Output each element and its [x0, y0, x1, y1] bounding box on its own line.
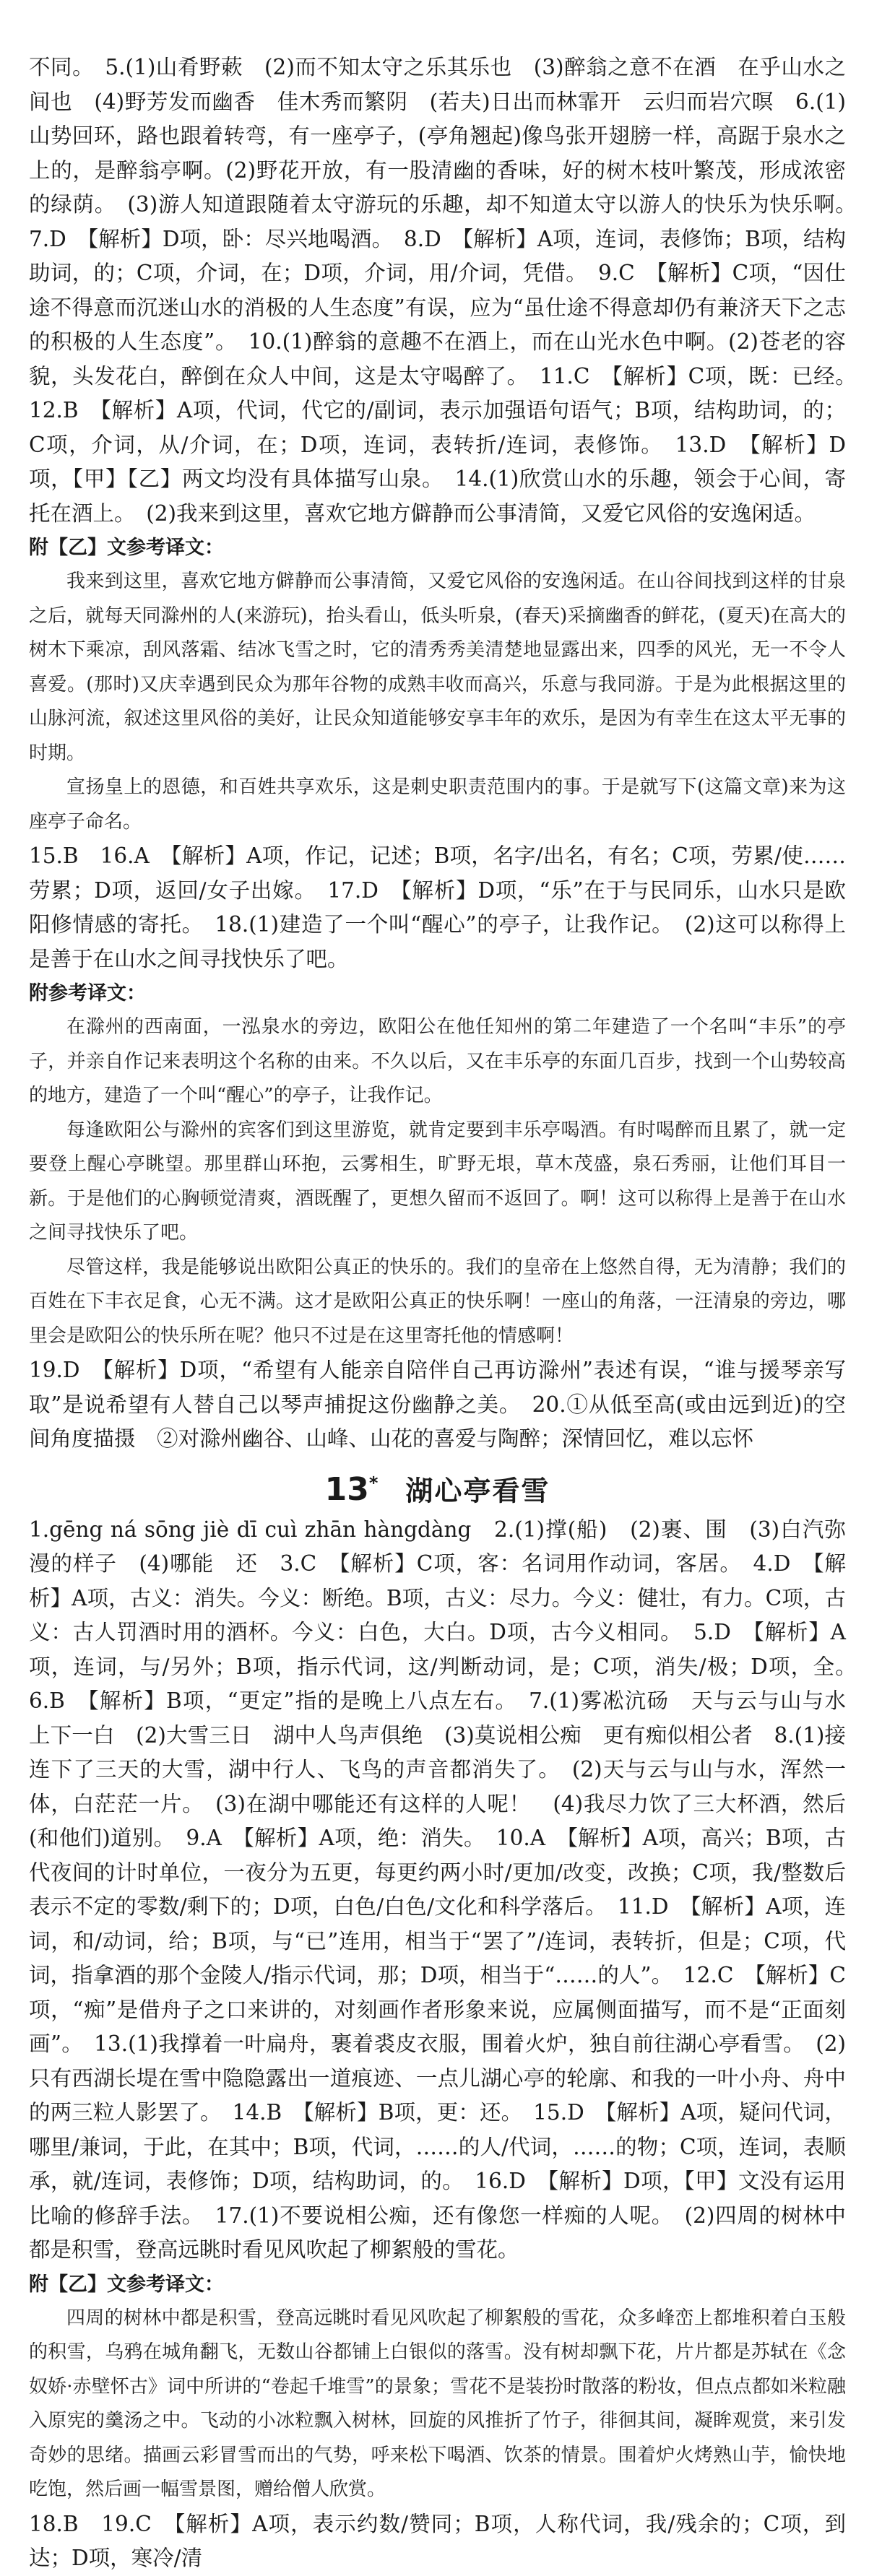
answers-block-q15-18: [29, 839, 846, 976]
answers-q5-14-text: 不同。 5.(1)山肴野蔌 (2)而不知太守之乐其乐也 (3)醉翁之意不在酒 在乎山水之间也 (4)野芳发而幽香 佳木秀而繁阴 (若夫)日出而林霏开 云归而岩穴暝 6.(1)山势回环，路也跟着转弯，有一座亭子，(亭角翘起)像鸟张开翅膀一样，高踞于泉水之上的，是醉翁亭啊。(2)野花开放，有一股清幽的香味，好的树木枝叶繁茂，形成浓密的绿荫。 (3)游人知道跟随着太守游玩的乐趣，却不知道太守以游人的快乐为快乐啊。 7.D 【解析】D项，卧：尽兴地喝酒。 8.D 【解析】A项，连词，表修饰；B项，结构助词，的；C项，介词，在；D项，介词，用/介词，凭借。 9.C 【解析】C项，“因仕途不得意而沉迷山水的消极的人生态度”有误，应为“虽仕途不得意却仍有兼济天下之志的积极的人生态度”。 10.(1)醉翁的意趣不在酒上，而在山光水色中啊。(2)苍老的容貌，头发花白，醉倒在众人中间，这是太守喝醉了。 11.C 【解析】C项，既：已经。 12.B 【解析】A项，代词，代它的/副词，表示加强语句语气；B项，结构助词，的；C项，介词，从/介词，在；D项，连词，表转折/连词，表修饰。 13.D 【解析】D项，【甲】【乙】两文均没有具体描写山泉。 14.(1)欣赏山水的乐趣，领会于心间，寄托在酒上。 (2)我来到这里，喜欢它地方僻静而公事清简，又爱它风俗的安逸闲适。: [29, 55, 868, 526]
section-number: 13*: [324, 1471, 379, 1509]
note-title-translation: 附参考译文：: [29, 982, 146, 1005]
answers-lesson13-text: 1.gēng ná sōng jiè dī cuì zhān hàngdàng 2.(1)撑(船) (2)裹、围 (3)白汽弥漫的样子 (4)哪能 还 3.C 【解析】C项，客：名词用作动词，客居。 4.D 【解析】A项，古义：消失。今义：断绝。B项，古义：尽力。今义：健壮，有力。C项，古义：古人罚酒时用的酒杯。今义：白色，大白。D项，古今义相同。 5.D 【解析】A项，连词，与/另外；B项，指示代词，这/判断动词，是；C项，消失/极；D项，全。 6.B 【解析】B项，“更定”指的是晚上八点左右。 7.(1)雾凇沆砀 天与云与山与水 上下一白 (2)大雪三日 湖中人鸟声俱绝 (3)莫说相公痴 更有痴似相公者 8.(1)接连下了三天的大雪，湖中行人、飞鸟的声音都消失了。 (2)天与云与山与水，浑然一体，白茫茫一片。 (3)在湖中哪能还有这样的人呢！ (4)我尽力饮了三大杯酒，然后(和他们)道别。 9.A 【解析】A项，绝：消失。 10.A 【解析】A项，高兴；B项，古代夜间的计时单位，一夜分为五更，每更约两小时/更加/改变，改换；C项，我/整数后表示不定的零数/剩下的；D项，白色/白色/文化和科学落后。 11.D 【解析】A项，连词，和/动词，给；B项，与“已”连用，相当于“罢了”/连词，表转折，但是；C项，代词，指拿酒的那个金陵人/指示代词，那；D项，相当于“……的人”。 12.C 【解析】C项，“痴”是借舟子之口来讲的，对刻画作者形象来说，应属侧面描写，而不是“正面刻画”。 13.(1)我撑着一叶扁舟，裹着裘皮衣服，围着火炉，独自前往湖心亭看雪。 (2)只有西湖长堤在雪中隐隐露出一道痕迹、一点儿湖心亭的轮廓、和我的一叶小舟、舟中的两三粒人影罢了。 14.B 【解析】B项，更：还。 15.D 【解析】A项，疑问代词，哪里/兼词，于此，在其中；B项，代词，……的人/代词，……的物；C项，连词，表顺承，就/连词，表修饰；D项，结构助词，的。 16.D 【解析】D项，【甲】文没有运用比喻的修辞手法。 17.(1)不要说相公痴，还有像您一样痴的人呢。 (2)四周的树林中都是积雪，登高远眺时看见风吹起了柳絮般的雪花。: [29, 1517, 868, 2262]
answers-q19-20-text: 19.D 【解析】D项，“希望有人能亲自陪伴自己再访滁州”表述有误，“谁与援琴亲写取”是说希望有人替自己以琴声捕捉这份幽静之美。 20.①从低至高(或由远到近)的空间角度描摄 ②对滁州幽谷、山峰、山花的喜爱与陶醉；深情回忆，难以忘怀: [29, 1358, 846, 1451]
answers-q18-19-text: 18.B 19.C 【解析】A项，表示约数/赞同；B项，人称代词，我/残余的；C项，到达；D项，寒冷/清: [29, 2511, 846, 2570]
translation-paragraph: 每逢欧阳公与滁州的宾客们到这里游览，就肯定要到丰乐亭喝酒。有时喝醉而且累了，就一定要登上醒心亭眺望。那里群山环抱，云雾相生，旷野无垠，草木茂盛，泉石秀丽，让他们耳目一新。于是他们的心胸顿觉清爽，酒既醒了，更想久留而不返回了。啊！这可以称得上是善于在山水之间寻找快乐了吧。: [29, 1119, 846, 1244]
section-title: 湖心亭看雪: [405, 1475, 550, 1507]
note-title-yi-translation: 附【乙】文参考译文：: [29, 2273, 224, 2296]
section-star: *: [368, 1473, 379, 1493]
answers-block-q18-19: [29, 2507, 846, 2576]
translation-paragraph: 我来到这里，喜欢它地方僻静而公事清简，又爱它风俗的安逸闲适。在山谷间找到这样的甘泉之后，就每天同滁州的人(来游玩)，抬头看山，低头听泉，(春天)采摘幽香的鲜花，(夏天)在高大的树木下乘凉，刮风落霜、结冰飞雪之时，它的清秀秀美清楚地显露出来，四季的风光，无一不令人喜爱。(那时)又庆幸遇到民众为那年谷物的成熟丰收而高兴，乐意与我同游。于是为此根据这里的山脉河流，叙述这里风俗的美好，让民众知道能够安享丰年的欢乐，是因为有幸生在这太平无事的时期。: [29, 571, 846, 764]
translation-paragraph: 尽管这样，我是能够说出欧阳公真正的快乐的。我们的皇帝在上悠然自得，无为清静；我们的百姓在下丰衣足食，心无不满。这才是欧阳公真正的快乐啊！一座山的角落，一汪清泉的旁边，哪里会是欧阳公的快乐所在呢？他只不过是在这里寄托他的情感啊！: [29, 1256, 846, 1347]
answers-block-lesson13: [29, 1513, 868, 2268]
answers-q15-18-text: 15.B 16.A 【解析】A项，作记，记述；B项，名字/出名，有名；C项，劳累/使……劳累；D项，返回/女子出嫁。 17.D 【解析】D项，“乐”在于与民同乐，山水只是欧阳修情感的寄托。 18.(1)建造了一个叫“醒心”的亭子，让我作记。 (2)这可以称得上是善于在山水之间寻找快乐了吧。: [29, 844, 846, 971]
note-title-yi-translation: 附【乙】文参考译文：: [29, 537, 224, 559]
answers-block-q19-20: [29, 1353, 846, 1457]
translation-paragraph: 在滁州的西南面，一泓泉水的旁边，欧阳公在他任知州的第二年建造了一个名叫“丰乐”的亭子，并亲自作记来表明这个名称的由来。不久以后，又在丰乐亭的东面几百步，找到一个山势较高的地方，建造了一个叫“醒心”的亭子，让我作记。: [29, 1016, 846, 1106]
translation-paragraph: 四周的树林中都是积雪，登高远眺时看见风吹起了柳絮般的雪花，众多峰峦上都堆积着白玉般的积雪，乌鸦在城角翻飞，无数山谷都铺上白银似的落雪。没有树却飘下花，片片都是苏轼在《念奴娇·赤壁怀古》词中所讲的“卷起千堆雪”的景象；雪花不是装扮时散落的粉妆，但点点都如米粒融入原宪的羹汤之中。飞动的小冰粒飘入树林，回旋的风推折了竹子，徘徊其间，凝眸观赏，来引发奇妙的思绪。描画云彩冒雪而出的气势，呼来松下喝酒、饮茶的情景。围着炉火烤熟山芋，愉快地吃饱，然后画一幅雪景图，赠给僧人欣赏。: [29, 2307, 846, 2500]
section-heading: [29, 1464, 846, 1509]
translation-paragraph: 宣扬皇上的恩德，和百姓共享欢乐，这是刺史职责范围内的事。于是就写下(这篇文章)来为这座亭子命名。: [29, 776, 846, 833]
answers-block-q5-14: [29, 51, 868, 531]
